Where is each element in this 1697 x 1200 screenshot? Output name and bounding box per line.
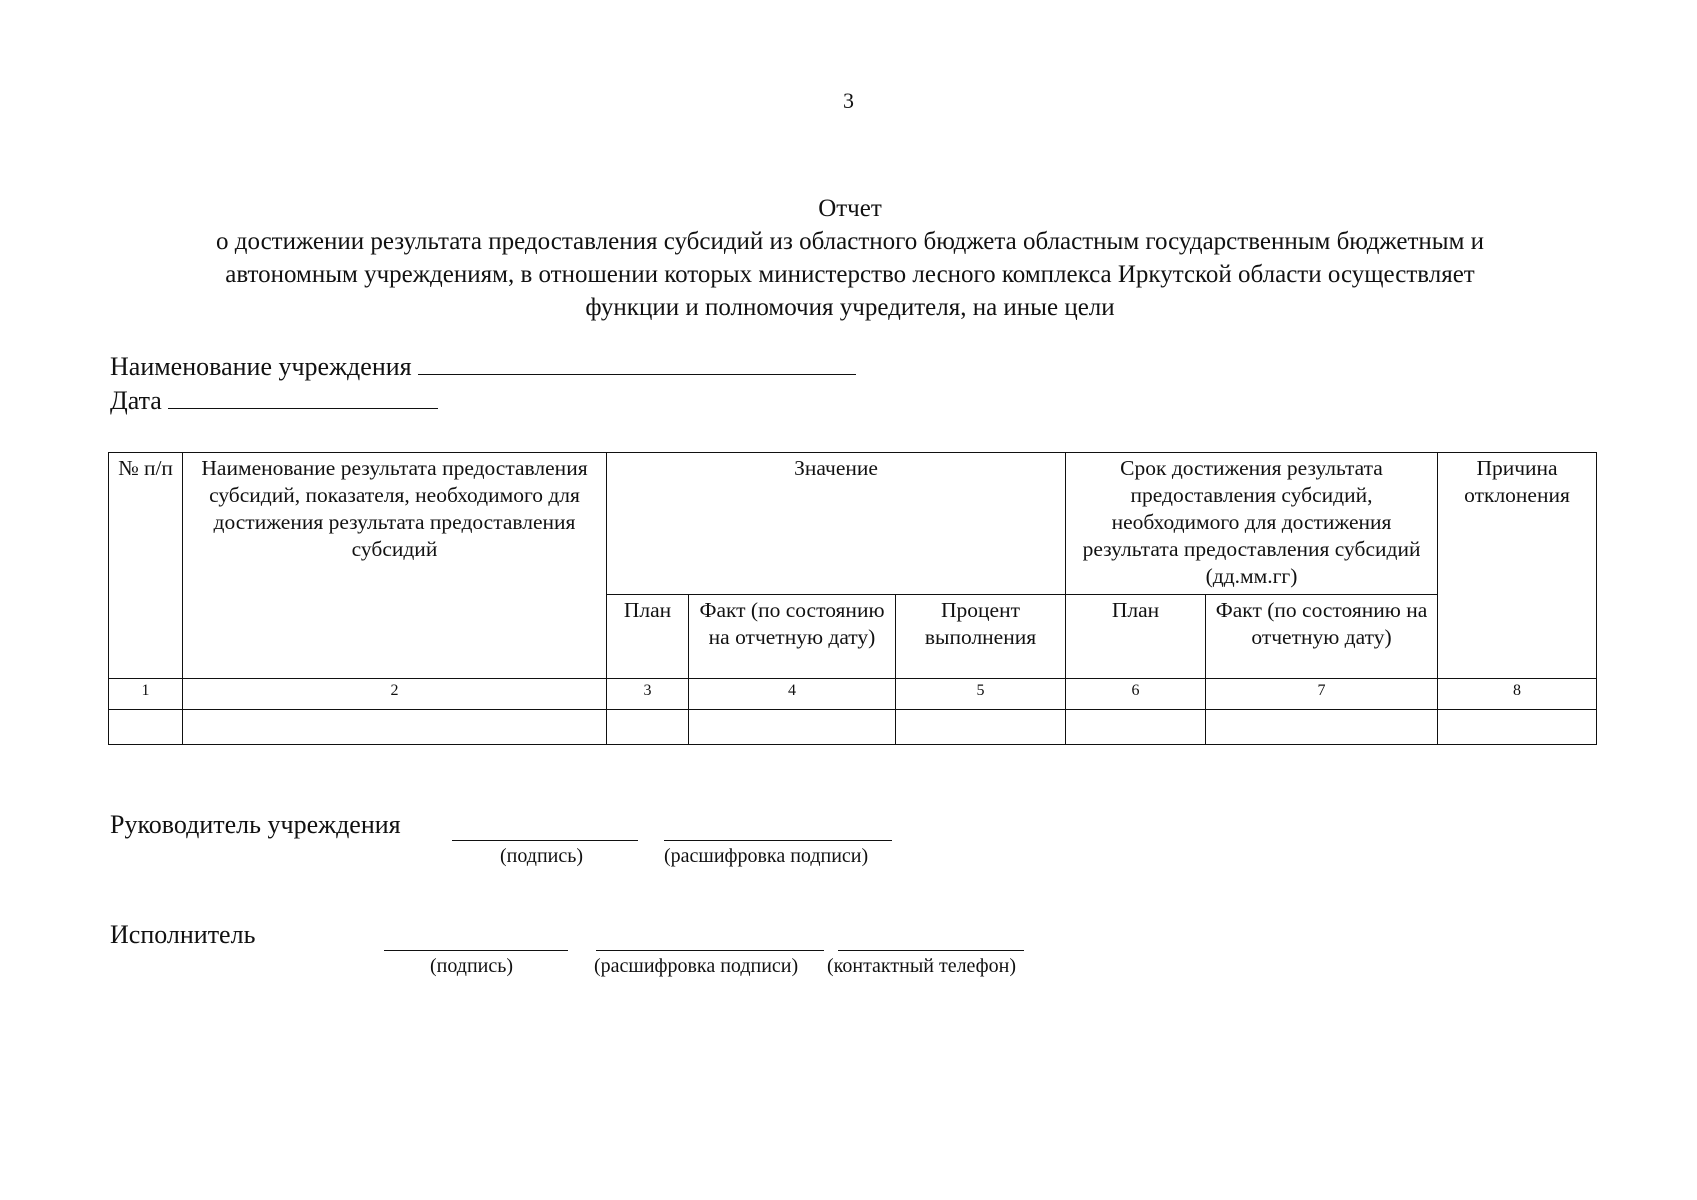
table-cell[interactable]: [896, 710, 1066, 745]
column-number: 1: [109, 679, 183, 710]
column-number: 4: [689, 679, 896, 710]
institution-label: Наименование учреждения: [110, 352, 412, 381]
executor-signature-caption: (подпись): [430, 955, 514, 977]
date-label: Дата: [110, 386, 162, 415]
header-value: Значение: [607, 453, 1066, 595]
report-title: [110, 192, 1590, 324]
header-row-1: [109, 453, 1597, 595]
header-reason: Причина отклонения: [1438, 453, 1597, 679]
title-line-1: Отчет: [818, 195, 882, 222]
column-number: 3: [607, 679, 689, 710]
table-cell[interactable]: [1438, 710, 1597, 745]
column-number: 2: [183, 679, 607, 710]
date-blank-line[interactable]: [168, 388, 438, 409]
table-cell[interactable]: [183, 710, 607, 745]
header-value-fact: Факт (по состоянию на отчетную дату): [689, 595, 896, 679]
table-cell[interactable]: [1066, 710, 1206, 745]
date-field: [110, 386, 438, 416]
header-num: № п/п: [109, 453, 183, 679]
executor-decoding-caption: (расшифровка подписи): [594, 955, 799, 977]
institution-field: [110, 352, 856, 382]
column-number: 7: [1206, 679, 1438, 710]
table-cell[interactable]: [607, 710, 689, 745]
header-deadline-fact: Факт (по состоянию на отчетную дату): [1206, 595, 1438, 679]
column-number: 8: [1438, 679, 1597, 710]
executor-phone-line[interactable]: [838, 950, 1024, 951]
column-number-row: [109, 679, 1597, 710]
executor-decoding-line[interactable]: [596, 950, 824, 951]
header-value-percent: Процент выполнения: [896, 595, 1066, 679]
head-signature-line[interactable]: [452, 840, 638, 841]
executor-signature-line[interactable]: [384, 950, 568, 951]
table-cell[interactable]: [1206, 710, 1438, 745]
header-value-plan: План: [607, 595, 689, 679]
column-number: 6: [1066, 679, 1206, 710]
executor-phone-caption: (контактный телефон): [827, 955, 1017, 977]
report-table: [108, 452, 1597, 745]
head-decoding-caption: (расшифровка подписи): [664, 845, 869, 867]
head-decoding-line[interactable]: [664, 840, 892, 841]
column-number: 5: [896, 679, 1066, 710]
head-signature-caption: (подпись): [500, 845, 584, 867]
header-result-name: Наименование результата предоставления субсидий, показателя, необходимого для достижения результата предоставления субсидий: [183, 453, 607, 679]
title-line-2: о достижении результата предоставления субсидий из областного бюджета областным государственным бюджетным и: [215, 228, 1485, 255]
page-number: 3: [843, 88, 854, 113]
title-line-3: автономным учреждениям, в отношении которых министерство лесного комплекса Иркутской области осуществляет: [225, 261, 1475, 288]
header-deadline-plan: План: [1066, 595, 1206, 679]
institution-blank-line[interactable]: [418, 354, 856, 375]
table-row: [109, 710, 1597, 745]
head-label: Руководитель учреждения: [110, 810, 401, 839]
table-cell[interactable]: [109, 710, 183, 745]
header-deadline: Срок достижения результата предоставления субсидий, необходимого для достижения результата предоставления субсидий (дд.мм.гг): [1066, 453, 1438, 595]
title-line-4: функции и полномочия учредителя, на иные цели: [585, 294, 1115, 321]
executor-label: Исполнитель: [110, 920, 256, 949]
table-cell[interactable]: [689, 710, 896, 745]
